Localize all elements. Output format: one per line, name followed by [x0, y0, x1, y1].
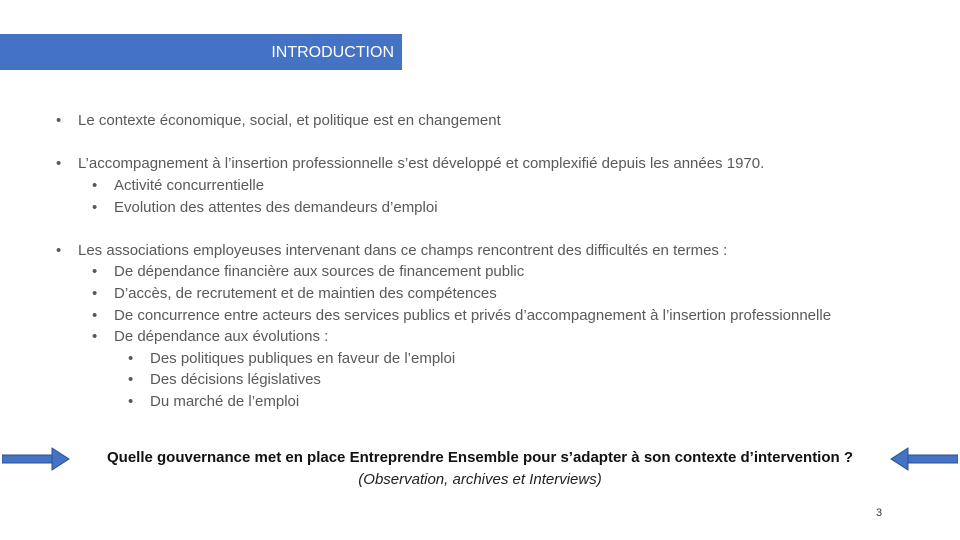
bullet-subitem	[92, 177, 264, 195]
bullet-text: De concurrence entre acteurs des services publics et privés d’accompagnement à l’insertion professionnelle	[114, 307, 832, 324]
bullet-icon: •	[128, 350, 134, 367]
bullet-subitem	[92, 328, 328, 346]
bullet-icon: •	[128, 371, 134, 388]
bullet-icon: •	[92, 328, 98, 345]
arrow-left-icon	[890, 447, 958, 471]
bullet-icon: •	[128, 393, 134, 410]
bullet-text: De dépendance financière aux sources de financement public	[114, 263, 525, 280]
bullet-icon: •	[92, 199, 98, 216]
bullet-item	[56, 155, 764, 173]
bullet-text: Evolution des attentes des demandeurs d’emploi	[114, 199, 438, 216]
bullet-subsubitem	[128, 393, 299, 411]
bullet-text: Du marché de l’emploi	[150, 393, 300, 410]
bullet-subsubitem	[128, 350, 455, 368]
bullet-text: Le contexte économique, social, et politique est en changement	[78, 112, 501, 129]
bullet-icon: •	[56, 155, 62, 172]
method-note: (Observation, archives et Interviews)	[358, 471, 602, 488]
bullet-text: Les associations employeuses intervenant dans ce champs rencontrent des difficultés en termes :	[78, 242, 728, 259]
bullet-subitem	[92, 285, 497, 303]
bullet-text: Des décisions législatives	[150, 371, 321, 388]
bullet-icon: •	[92, 285, 98, 302]
page-number: 3	[876, 507, 883, 519]
bullet-text: L’accompagnement à l’insertion professionnelle s’est développé et complexifié depuis les années 1970.	[78, 155, 765, 172]
bullet-text: D’accès, de recrutement et de maintien des compétences	[114, 285, 497, 302]
bullet-icon: •	[92, 263, 98, 280]
bullet-text: Des politiques publiques en faveur de l’emploi	[150, 350, 456, 367]
page-title: INTRODUCTION	[271, 44, 394, 61]
bullet-subitem	[92, 307, 831, 325]
bullet-item	[56, 112, 501, 130]
bullet-subitem	[92, 263, 524, 281]
bullet-icon: •	[92, 177, 98, 194]
research-question: Quelle gouvernance met en place Entreprendre Ensemble pour s’adapter à son contexte d’intervention ?	[106, 449, 854, 466]
bullet-item	[56, 242, 727, 260]
bullet-icon: •	[92, 307, 98, 324]
bullet-subitem	[92, 199, 438, 217]
bullet-icon: •	[56, 242, 62, 259]
bullet-subsubitem	[128, 371, 321, 389]
bullet-icon: •	[56, 112, 62, 129]
bullet-text: De dépendance aux évolutions :	[114, 328, 329, 345]
bullet-text: Activité concurrentielle	[114, 177, 265, 194]
